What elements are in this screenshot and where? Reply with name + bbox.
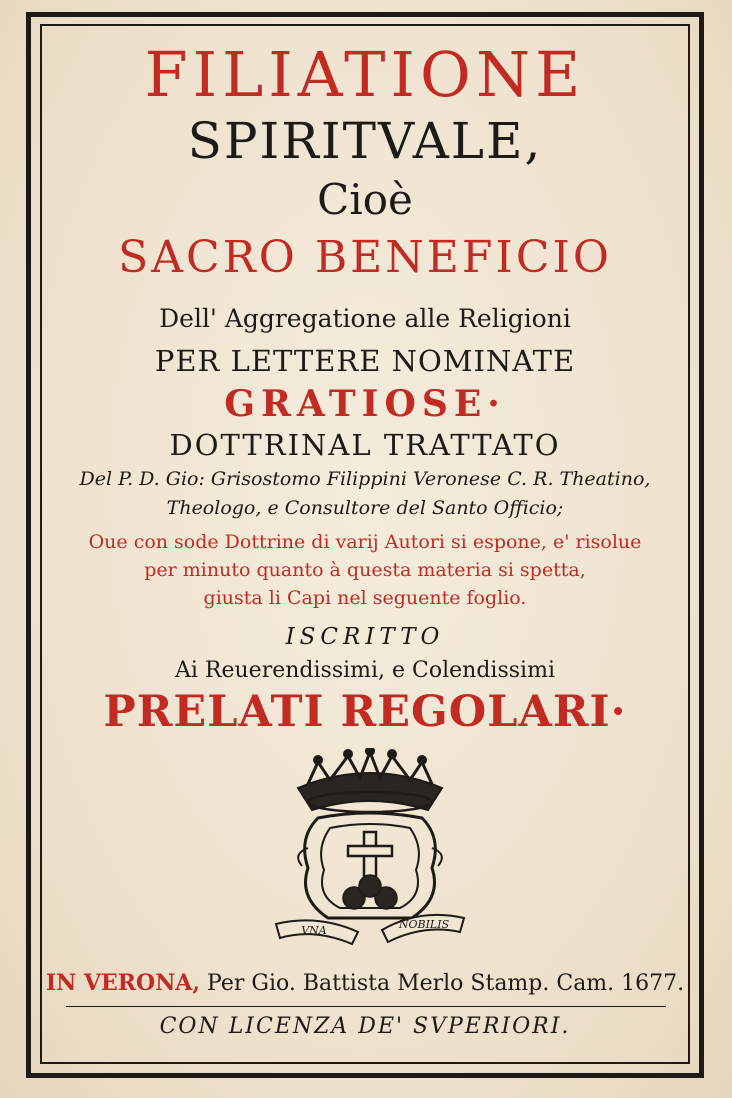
author-line: Del P. D. Gio: Grisostomo Filippini Veronese C. R. Theatino, (79, 468, 651, 490)
dedication-iscritto: ISCRITTO (285, 624, 445, 650)
crowned-cross-emblem-icon (268, 748, 472, 954)
dedication-line: Ai Reuerendissimi, e Colendissimi (175, 658, 555, 683)
title-line-spiritvale: SPIRITVALE, (187, 112, 543, 170)
title-line-filiatione: FILIATIONE (144, 38, 586, 111)
title-line-cioe: Cioè (317, 175, 413, 224)
description-line-1: Oue con sode Dottrine di varij Autori si espone, e' risolue (88, 531, 642, 553)
dedication-prelati-regolari: PRELATI REGOLARI· (103, 687, 627, 737)
subtitle-gratiose: GRATIOSE· (224, 383, 506, 425)
subtitle-aggregatione: Dell' Aggregatione alle Religioni (159, 304, 571, 333)
title-line-sacro-beneficio: SACRO BENEFICIO (118, 232, 612, 283)
imprint-divider (66, 1006, 666, 1007)
banner-left-text: VNA (301, 924, 327, 937)
imprint-line (40, 968, 690, 999)
banner-right-text: NOBILIS (398, 918, 450, 931)
subtitle-per-lettere: PER LETTERE NOMINATE (154, 344, 576, 378)
subtitle-dottrinal-trattato: DOTTRINAL TRATTATO (169, 428, 561, 462)
author-title-line: Theologo, e Consultore del Santo Officio; (166, 497, 564, 519)
license-line: CON LICENZA DE' SVPERIORI. (159, 1014, 571, 1039)
imprint-place: IN VERONA, (45, 970, 201, 996)
description-line-2: per minuto quanto à questa materia si spetta, (144, 559, 586, 581)
imprint-details: Per Gio. Battista Merlo Stamp. Cam. 1677. (200, 971, 685, 996)
description-line-3: giusta li Capi nel seguente foglio. (203, 587, 527, 609)
